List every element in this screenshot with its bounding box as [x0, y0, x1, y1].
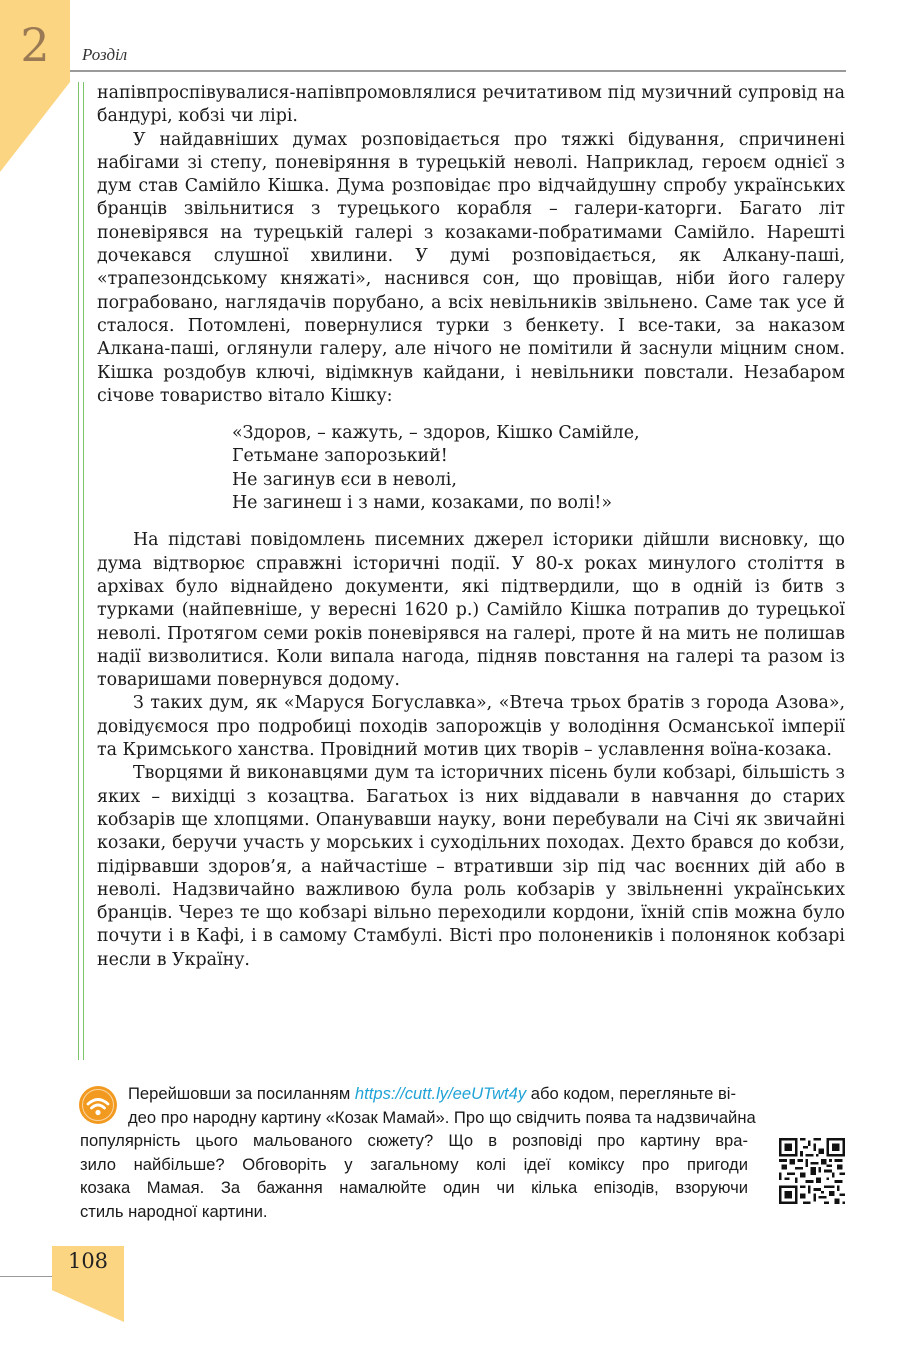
note-line: део про народну картину «Козак Мамай». Про що свідчить поява та надзвичайна	[128, 1107, 756, 1127]
main-text	[97, 82, 845, 972]
margin-rule	[78, 82, 84, 1060]
note-line: Перейшовши за посиланням https://cutt.ly/eeUTwt4y або кодом, перегляньте ві-	[128, 1084, 736, 1103]
note-line: зило найбільше? Обговоріть у загальному колі ідеї коміксу про пригоди	[80, 1154, 748, 1174]
chapter-label: Розділ	[82, 45, 128, 64]
header-divider	[70, 70, 846, 72]
note-line: козака Мамая. За бажання намалюйте один чи кілька епізодів, взоруючи	[80, 1178, 748, 1197]
paragraph: напівпроспівувалися-напівпромовлялися речитативом під музичний супровід на бандурі, кобзі чи лірі.	[97, 83, 845, 127]
verse-quote	[232, 422, 845, 515]
chapter-number: 2	[20, 18, 50, 72]
paragraph: З таких дум, як «Маруся Богуславка», «Втеча трьох братів з города Азова», довідуємося про подробиці походів запорожців у володіння Османської імперії та Кримського ханства. Провідний мотив цих творів – уславлення воїна-козака.	[97, 693, 845, 761]
qr-code-icon[interactable]	[779, 1138, 845, 1204]
page-number: 108	[67, 1249, 109, 1273]
paragraph: Творцями й виконавцями дум та історичних пісень були кобзарі, більшість з яких – вихідці з козацтва. Багатьох із них віддавали в навчання до старих кобзарів ще хлопцями. Опанувавши науку, вони перебували на Січі як звичайні козаки, беручи участь у морських і суходільних походах. Дехто брався до кобзи, підірвавши здоров’я, а найчастіше – втративши зір під час воєнних дій або в неволі. Надзвичайно важливою була роль кобзарів у звільненні українських бранців. Через те що кобзарі вільно переходили кордони, їхній спів можна було почути і в Кафі, і в самому Стамбулі. Вісті про полонеників і полонянок кобзарі несли в Україну.	[97, 763, 845, 970]
verse-line: Гетьмане запорозький!	[232, 446, 448, 467]
video-link[interactable]: https://cutt.ly/eeUTwt4y	[354, 1084, 527, 1103]
verse-line: «Здоров, – кажуть, – здоров, Кішко Самійле,	[232, 423, 640, 444]
paragraph: На підставі повідомлень писемних джерел історики дійшли висновку, що дума відтворює справжні історичні події. У 80-х роках минулого століття в архівах було віднайдено документи, які підтвердили, що в одній із битв з турками (найпевніше, у вересні 1620 р.) Самійло Кішка потрапив до турецької неволі. Протягом семи років поневірявся на галері, проте й на мить не полишав надії визволитися. Коли випала нагода, підняв повстання на галері та разом із товаришами повернувся додому.	[97, 530, 845, 691]
note-line: популярність цього мальованого сюжету? Що в розповіді про картину вра-	[80, 1131, 748, 1150]
note-line: стиль народної картини.	[80, 1201, 268, 1221]
verse-line: Не загинув єси в неволі,	[232, 469, 457, 490]
paragraph: У найдавніших думах розповідається про тяжкі бідування, спричинені набігами зі степу, поневіряння в турецькій неволі. Наприклад, героєм однієї з дум став Самійло Кішка. Дума розповідає про відчайдушну спробу українських бранців звільнитися з турецького корабля – галери-каторги. Багато літ поневірявся на турецькій галері з козаками-побратимами Самійло. Нарешті дочекався слушної хвилини. У думі розповідається, як Алкану-паші, «трапезондському княжаті», наснився сон, що провіщав, ніби його галеру пограбовано, наглядачів порубано, а всіх невільників звільнено. Саме так усе й сталося. Потомлені, повернулися турки з бенкету. І все-таки, за наказом Алкана-паші, оглянули галеру, але нічого не помітили й заснули міцним сном. Кішка роздобув ключі, відімкнув кайдани, і невільники повстали. Незабаром січове товариство вітало Кішку:	[97, 129, 845, 406]
activity-note	[80, 1082, 845, 1223]
verse-line: Не загинеш і з нами, козаками, по волі!»	[232, 493, 613, 514]
